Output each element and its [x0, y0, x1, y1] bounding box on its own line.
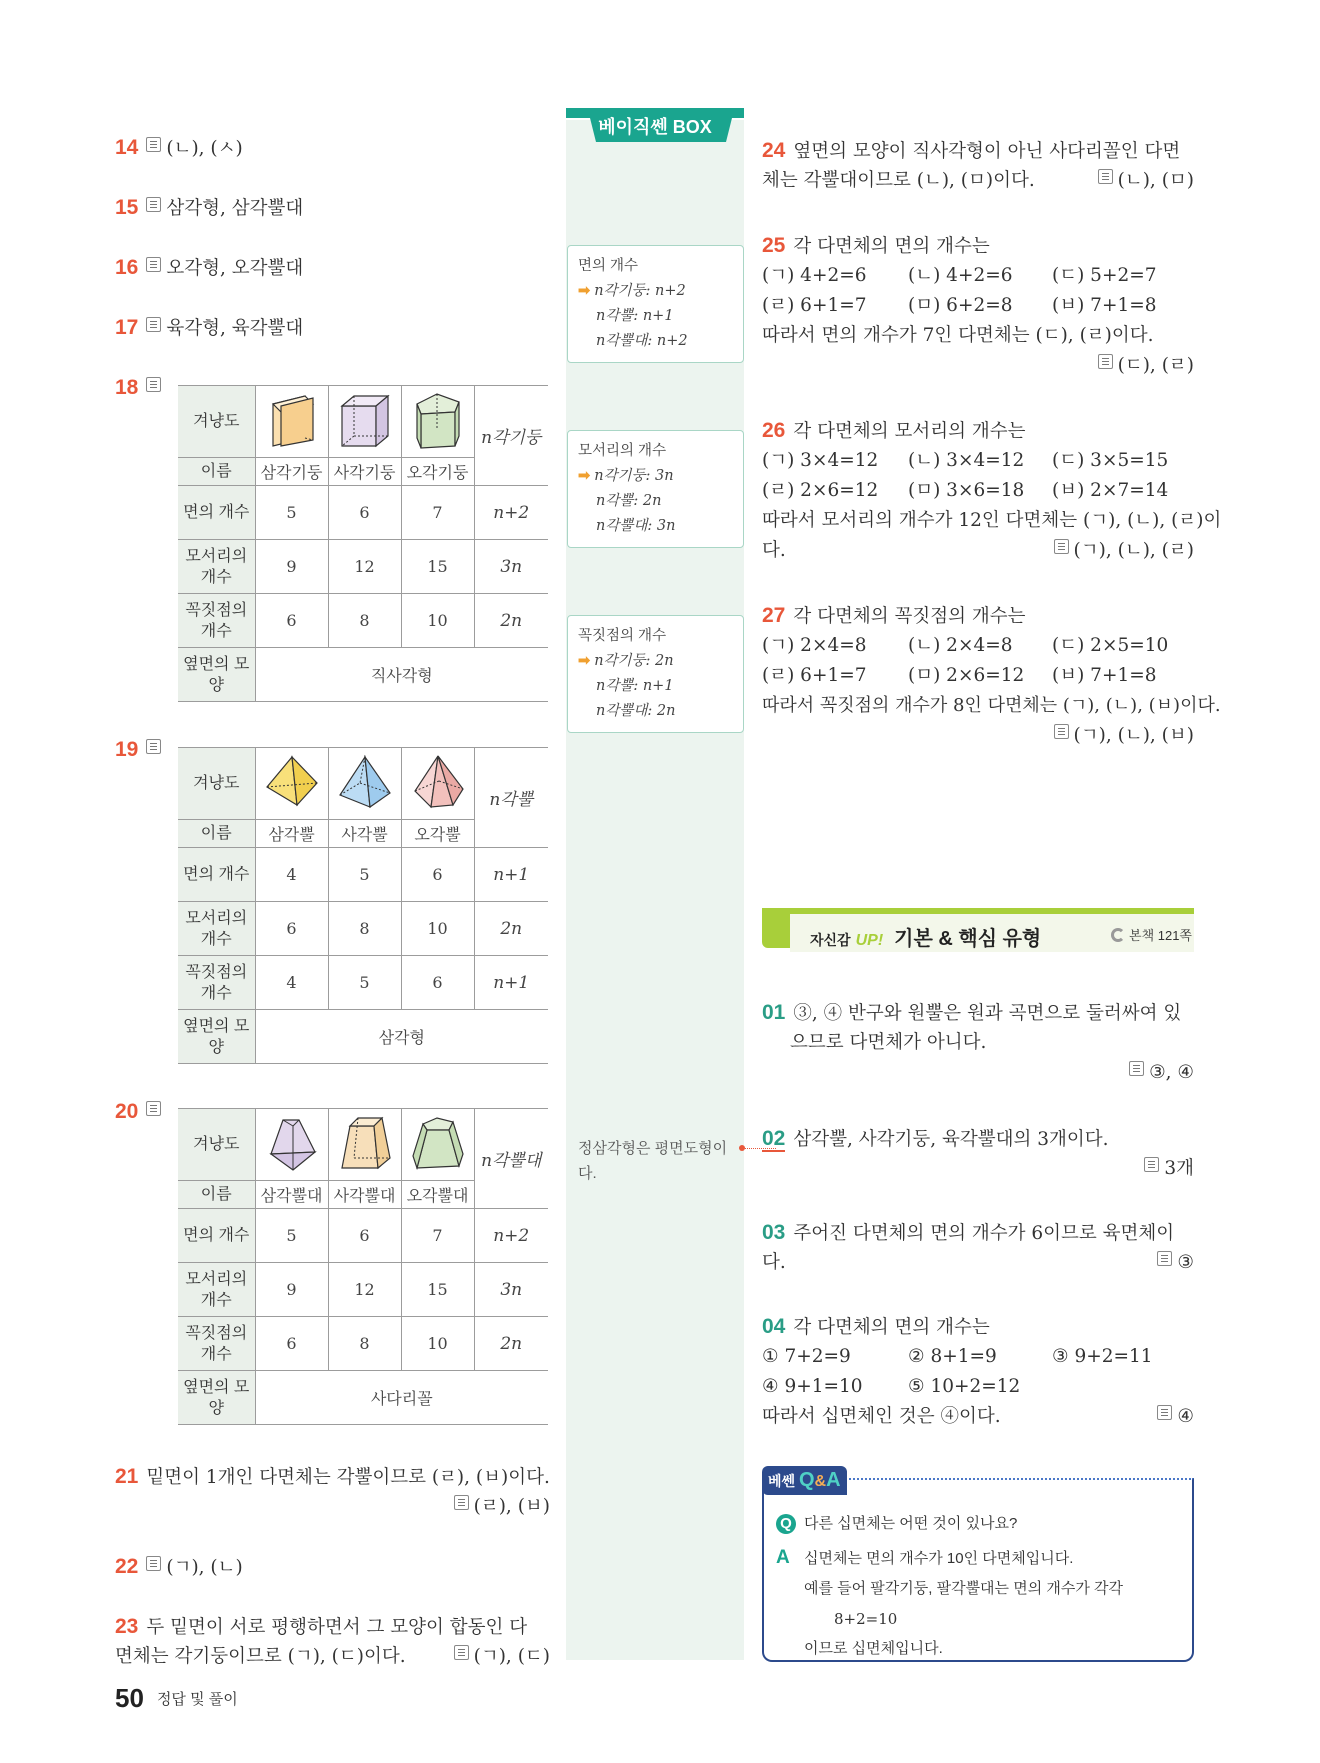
- value-cell: 3n: [474, 540, 548, 594]
- q27-item: (ㄷ) 2×5=10: [1052, 635, 1169, 656]
- question-number: 21: [115, 1465, 139, 1488]
- sidebar-box-faces: [567, 245, 744, 363]
- section-ref-text: 본책 121쪽: [1129, 928, 1192, 943]
- q27-conclusion: 따라서 꼭짓점의 개수가 8인 다면체는 (ㄱ), (ㄴ), (ㅂ)이다.: [762, 695, 1221, 716]
- value-cell: 15: [401, 1263, 474, 1317]
- q26-item: (ㄴ) 3×4=12: [908, 450, 1025, 471]
- section-title: 기본 & 핵심 유형: [894, 928, 1042, 950]
- value-cell: 8: [328, 594, 401, 648]
- q25: [762, 231, 990, 262]
- question-number: 04: [762, 1315, 786, 1338]
- row-header: 겨냥도: [178, 748, 255, 820]
- book-ref-icon: [1111, 928, 1125, 942]
- question-number: 18: [115, 376, 139, 399]
- triangular-frustum-figure: [255, 1109, 328, 1181]
- section-pre: 자신감: [810, 932, 851, 948]
- s04-item: ⑤ 10+2=12: [908, 1376, 1021, 1397]
- answer-box-icon: [1129, 1061, 1144, 1076]
- q27-item: (ㅁ) 2×6=12: [908, 665, 1025, 686]
- answer-text: 3개: [1164, 1158, 1194, 1179]
- answer-text: ③, ④: [1149, 1062, 1194, 1083]
- qa-badge-text: 베쎈: [768, 1473, 796, 1489]
- question-text-line1: ③, ④ 반구와 원뿔은 원과 곡면으로 둘러싸여 있: [793, 1003, 1182, 1024]
- a-icon: A: [776, 1547, 790, 1568]
- value-cell: 6: [401, 848, 474, 902]
- s03-answer: [1044, 1248, 1194, 1278]
- question-text: 삼각뿔, 사각기둥, 육각뿔대의 3개이다.: [793, 1129, 1109, 1150]
- row-header: 꼭짓점의 개수: [178, 1317, 255, 1371]
- value-cell: 5: [328, 956, 401, 1010]
- question-intro: 각 다면체의 면의 개수는: [793, 236, 990, 257]
- value-cell: 8: [328, 1317, 401, 1371]
- box-line: n각뿔: n+1: [596, 308, 674, 324]
- side-shape-cell: 직사각형: [255, 648, 548, 702]
- square-frustum-figure: [328, 1109, 401, 1181]
- question-text-line2: 체는 각뿔대이므로 (ㄴ), (ㅁ)이다.: [762, 170, 1035, 191]
- name-cell: 삼각뿔대: [255, 1181, 328, 1209]
- answer-box-icon: [146, 1556, 161, 1571]
- answer-box-icon: [1098, 354, 1113, 369]
- answer-box-icon: [146, 197, 161, 212]
- q-icon: Q: [776, 1514, 796, 1534]
- triangular-prism-figure: [255, 386, 328, 458]
- s04-item: ② 8+1=9: [908, 1346, 997, 1367]
- answer-box-icon: [1098, 169, 1113, 184]
- note-line: 정삼각형은 평면도형이: [578, 1140, 728, 1157]
- question-text-line1: 두 밑면이 서로 평행하면서 그 모양이 합동인 다: [146, 1617, 528, 1638]
- q25-answer: [1044, 351, 1194, 381]
- page-footer: [115, 1683, 238, 1714]
- value-cell: 5: [255, 1209, 328, 1263]
- name-cell: 삼각뿔: [255, 820, 328, 848]
- row-header: 겨냥도: [178, 1109, 255, 1181]
- q26-item: (ㄱ) 3×4=12: [762, 450, 879, 471]
- box-line: ➡ n각기둥: 3n: [578, 468, 674, 484]
- q27: [762, 601, 1025, 632]
- name-cell: 오각뿔대: [401, 1181, 474, 1209]
- name-cell: 오각뿔: [401, 820, 474, 848]
- answer-text: 육각형, 육각뿔대: [166, 318, 304, 339]
- answer-box-icon: [1054, 539, 1069, 554]
- answer-box-icon: [454, 1645, 469, 1660]
- qa-amp-logo: &: [814, 1473, 827, 1490]
- value-cell: 10: [401, 1317, 474, 1371]
- question-number: 19: [115, 738, 139, 761]
- side-shape-cell: 삼각형: [255, 1010, 548, 1064]
- value-cell: 6: [255, 902, 328, 956]
- answer-box-icon: [146, 1101, 161, 1116]
- question-number: 16: [115, 256, 139, 279]
- answer-text: ④: [1177, 1406, 1194, 1427]
- arrow-icon: ➡: [578, 283, 591, 299]
- answer-box-icon: [146, 257, 161, 272]
- row-header: 모서리의 개수: [178, 1263, 255, 1317]
- box-title: 모서리의 개수: [578, 443, 667, 459]
- s02-answer: [1044, 1154, 1194, 1184]
- arrow-icon: ➡: [578, 653, 591, 669]
- value-cell: 6: [328, 1209, 401, 1263]
- q26-answer: [1004, 536, 1194, 566]
- question-number: 17: [115, 316, 139, 339]
- q19-label: [115, 735, 166, 766]
- value-cell: n+1: [474, 848, 548, 902]
- value-cell: 5: [255, 486, 328, 540]
- question-intro: 각 다면체의 면의 개수는: [793, 1317, 990, 1338]
- q25-item: (ㅂ) 7+1=8: [1052, 295, 1157, 316]
- box-title: 꼭짓점의 개수: [578, 628, 667, 644]
- question-number: 15: [115, 196, 139, 219]
- answer-text: 오각형, 오각뿔대: [166, 258, 304, 279]
- value-cell: 10: [401, 902, 474, 956]
- box-title: 면의 개수: [578, 258, 639, 274]
- s04-item: ① 7+2=9: [762, 1346, 851, 1367]
- sidebar-title-bar: [566, 108, 744, 142]
- value-cell: n+2: [474, 486, 548, 540]
- s01-line2: 으므로 다면체가 아니다.: [790, 1032, 987, 1053]
- sidebar-box-edges: [567, 430, 744, 548]
- value-cell: n+2: [474, 1209, 548, 1263]
- general-name: n각뿔: [474, 748, 548, 848]
- qa-q-logo: Q: [798, 1469, 815, 1491]
- row-header: 면의 개수: [178, 848, 255, 902]
- name-cell: 사각뿔: [328, 820, 401, 848]
- value-cell: n+1: [474, 956, 548, 1010]
- answer-text: (ㄷ), (ㄹ): [1117, 355, 1194, 376]
- q27-item: (ㄹ) 6+1=7: [762, 665, 867, 686]
- qa-answer-line: 8+2=10: [834, 1610, 898, 1628]
- question-number: 01: [762, 1001, 786, 1024]
- s03-line2: 다.: [762, 1252, 786, 1273]
- value-cell: 2n: [474, 1317, 548, 1371]
- note-line: 다.: [578, 1165, 597, 1182]
- q18-label: [115, 373, 166, 404]
- page-number: 50: [115, 1683, 144, 1713]
- value-cell: 2n: [474, 594, 548, 648]
- answer-box-icon: [1054, 724, 1069, 739]
- question-text-line2: 면체는 각기둥이므로 (ㄱ), (ㄷ)이다.: [115, 1646, 406, 1667]
- answer-box-icon: [146, 137, 161, 152]
- answer-box-icon: [146, 317, 161, 332]
- q20-label: [115, 1097, 166, 1128]
- box-line: n각뿔대: n+2: [596, 333, 688, 349]
- name-cell: 사각뿔대: [328, 1181, 401, 1209]
- question-number: 23: [115, 1615, 139, 1638]
- value-cell: 12: [328, 540, 401, 594]
- s02: [762, 1124, 1108, 1155]
- q23: [115, 1612, 550, 1643]
- row-header: 모서리의 개수: [178, 902, 255, 956]
- value-cell: 6: [401, 956, 474, 1010]
- value-cell: 10: [401, 594, 474, 648]
- question-number: 26: [762, 419, 786, 442]
- q27-item: (ㅂ) 7+1=8: [1052, 665, 1157, 686]
- answer-text: (ㄱ), (ㄴ): [166, 1557, 243, 1578]
- box-line: ➡ n각기둥: n+2: [578, 283, 686, 299]
- q26-conclusion-end: 다.: [762, 540, 786, 561]
- row-header: 꼭짓점의 개수: [178, 956, 255, 1010]
- sidebar-title: 베이직쎈 BOX: [598, 117, 712, 137]
- q17: [115, 313, 303, 344]
- value-cell: 5: [328, 848, 401, 902]
- row-header: 모서리의 개수: [178, 540, 255, 594]
- value-cell: 6: [255, 594, 328, 648]
- qa-answer-line: 이므로 십면체입니다.: [804, 1640, 943, 1657]
- answer-text: 삼각형, 삼각뿔대: [166, 198, 304, 219]
- s04-answer: [1044, 1402, 1194, 1432]
- answer-text: ③: [1177, 1252, 1194, 1273]
- row-header: 옆면의 모양: [178, 1010, 255, 1064]
- qa-badge: [762, 1466, 847, 1495]
- q24-answer: [1044, 166, 1194, 196]
- s04-item: ③ 9+2=11: [1052, 1346, 1153, 1367]
- box-line: n각뿔: 2n: [596, 493, 662, 509]
- row-header: 이름: [178, 820, 255, 848]
- q26-item: (ㄹ) 2×6=12: [762, 480, 879, 501]
- q23-answer: [400, 1642, 550, 1672]
- value-cell: 12: [328, 1263, 401, 1317]
- q16: [115, 253, 303, 284]
- answer-text: (ㄱ), (ㄷ): [473, 1646, 550, 1667]
- q27-item: (ㄴ) 2×4=8: [908, 635, 1013, 656]
- answer-box-icon: [1157, 1405, 1172, 1420]
- answer-text: (ㄱ), (ㄴ), (ㄹ): [1073, 540, 1194, 561]
- row-header: 이름: [178, 458, 255, 486]
- question-number: 27: [762, 604, 786, 627]
- q25-item: (ㅁ) 6+2=8: [908, 295, 1013, 316]
- q25-item: (ㄴ) 4+2=6: [908, 265, 1013, 286]
- row-header: 면의 개수: [178, 486, 255, 540]
- triangular-pyramid-figure: [255, 748, 328, 820]
- q19-table: [178, 747, 548, 1064]
- box-line: ➡ n각기둥: 2n: [578, 653, 674, 669]
- q21-answer: [300, 1492, 550, 1522]
- question-number: 20: [115, 1100, 139, 1123]
- q15: [115, 193, 303, 224]
- s04: [762, 1312, 990, 1343]
- q24-line2: [762, 166, 1035, 196]
- section-header-tab: [762, 908, 790, 948]
- general-name: n각뿔대: [474, 1109, 548, 1209]
- side-shape-cell: 사다리꼴: [255, 1371, 548, 1425]
- answer-text: (ㄴ), (ㅁ): [1117, 170, 1194, 191]
- qa-box: [762, 1466, 1194, 1662]
- box-line: n각뿔대: 3n: [596, 518, 676, 534]
- box-line: n각뿔대: 2n: [596, 703, 676, 719]
- q26: [762, 416, 1025, 447]
- value-cell: 4: [255, 848, 328, 902]
- q14: [115, 133, 243, 164]
- value-cell: 6: [328, 486, 401, 540]
- pentagonal-prism-figure: [401, 386, 474, 458]
- answer-box-icon: [146, 377, 161, 392]
- answer-text: (ㄹ), (ㅂ): [473, 1496, 550, 1517]
- s01: [762, 998, 1194, 1029]
- question-number: 25: [762, 234, 786, 257]
- name-cell: 삼각기둥: [255, 458, 328, 486]
- answer-text: (ㄱ), (ㄴ), (ㅂ): [1073, 725, 1194, 746]
- s04-conclusion: 따라서 십면체인 것은 ④이다.: [762, 1406, 1001, 1427]
- value-cell: 8: [328, 902, 401, 956]
- value-cell: 3n: [474, 1263, 548, 1317]
- s01-answer: [1044, 1058, 1194, 1088]
- qa-a-logo: A: [826, 1469, 841, 1491]
- value-cell: 7: [401, 486, 474, 540]
- value-cell: 9: [255, 540, 328, 594]
- q22: [115, 1552, 243, 1583]
- answer-text: (ㄴ), (ㅅ): [166, 138, 243, 159]
- arrow-icon: ➡: [578, 468, 591, 484]
- value-cell: 9: [255, 1263, 328, 1317]
- question-intro: 각 다면체의 모서리의 개수는: [793, 421, 1026, 442]
- value-cell: 15: [401, 540, 474, 594]
- row-header: 면의 개수: [178, 1209, 255, 1263]
- q21: [115, 1462, 550, 1493]
- s04-item: ④ 9+1=10: [762, 1376, 863, 1397]
- qa-question: [776, 1512, 1017, 1534]
- qa-question-text: 다른 십면체는 어떤 것이 있나요?: [804, 1515, 1018, 1532]
- question-intro: 각 다면체의 꼭짓점의 개수는: [793, 606, 1026, 627]
- section-ref: [1111, 925, 1192, 944]
- question-text: 밑면이 1개인 다면체는 각뿔이므로 (ㄹ), (ㅂ)이다.: [146, 1467, 550, 1488]
- name-cell: 오각기둥: [401, 458, 474, 486]
- sidebar-box-vertices: [567, 615, 744, 733]
- pentagonal-frustum-figure: [401, 1109, 474, 1181]
- question-text-line1: 주어진 다면체의 면의 개수가 6이므로 육면체이: [793, 1223, 1175, 1244]
- q24: [762, 136, 1194, 167]
- section-up: UP!: [855, 932, 884, 949]
- note-connector-dot: [739, 1145, 745, 1151]
- row-header: 이름: [178, 1181, 255, 1209]
- page-label: 정답 및 풀이: [156, 1691, 238, 1708]
- name-cell: 사각기둥: [328, 458, 401, 486]
- general-name: n각기둥: [474, 386, 548, 486]
- pentagonal-pyramid-figure: [401, 748, 474, 820]
- s03: [762, 1218, 1194, 1249]
- q25-conclusion: 따라서 면의 개수가 7인 다면체는 (ㄷ), (ㄹ)이다.: [762, 325, 1154, 346]
- section-title-wrap: [810, 922, 1041, 951]
- answer-box-icon: [1144, 1157, 1159, 1172]
- question-number: 02: [762, 1127, 786, 1150]
- square-prism-figure: [328, 386, 401, 458]
- q18-table: [178, 385, 548, 702]
- row-header: 꼭짓점의 개수: [178, 594, 255, 648]
- sidebar-note: [578, 1136, 727, 1186]
- q25-item: (ㄹ) 6+1=7: [762, 295, 867, 316]
- value-cell: 2n: [474, 902, 548, 956]
- value-cell: 4: [255, 956, 328, 1010]
- q23-line2: [115, 1642, 406, 1672]
- question-number: 14: [115, 136, 139, 159]
- box-line: n각뿔: n+1: [596, 678, 674, 694]
- qa-answer-line: 예를 들어 팔각기둥, 팔각뿔대는 면의 개수가 각각: [804, 1580, 1123, 1597]
- q26-conclusion: 따라서 모서리의 개수가 12인 다면체는 (ㄱ), (ㄴ), (ㄹ)이: [762, 510, 1222, 531]
- square-pyramid-figure: [328, 748, 401, 820]
- value-cell: 6: [255, 1317, 328, 1371]
- row-header: 겨냥도: [178, 386, 255, 458]
- question-number: 03: [762, 1221, 786, 1244]
- q25-item: (ㄷ) 5+2=7: [1052, 265, 1157, 286]
- q25-item: (ㄱ) 4+2=6: [762, 265, 867, 286]
- section-header: [762, 908, 1194, 954]
- question-number: 22: [115, 1555, 139, 1578]
- q26-item: (ㅂ) 2×7=14: [1052, 480, 1169, 501]
- answer-box-icon: [454, 1495, 469, 1510]
- row-header: 옆면의 모양: [178, 1371, 255, 1425]
- answer-box-icon: [1157, 1251, 1172, 1266]
- question-number: 24: [762, 139, 786, 162]
- q26-item: (ㅁ) 3×6=18: [908, 480, 1025, 501]
- value-cell: 7: [401, 1209, 474, 1263]
- row-header: 옆면의 모양: [178, 648, 255, 702]
- qa-answer-line: A 십면체는 면의 개수가 10인 다면체입니다.: [776, 1543, 1123, 1574]
- question-text-line1: 옆면의 모양이 직사각형이 아닌 사다리꼴인 다면: [793, 141, 1181, 162]
- q26-item: (ㄷ) 3×5=15: [1052, 450, 1169, 471]
- q27-answer: [1004, 721, 1194, 751]
- qa-answer: [776, 1543, 1123, 1664]
- q27-item: (ㄱ) 2×4=8: [762, 635, 867, 656]
- answer-box-icon: [146, 739, 161, 754]
- q20-table: [178, 1108, 548, 1425]
